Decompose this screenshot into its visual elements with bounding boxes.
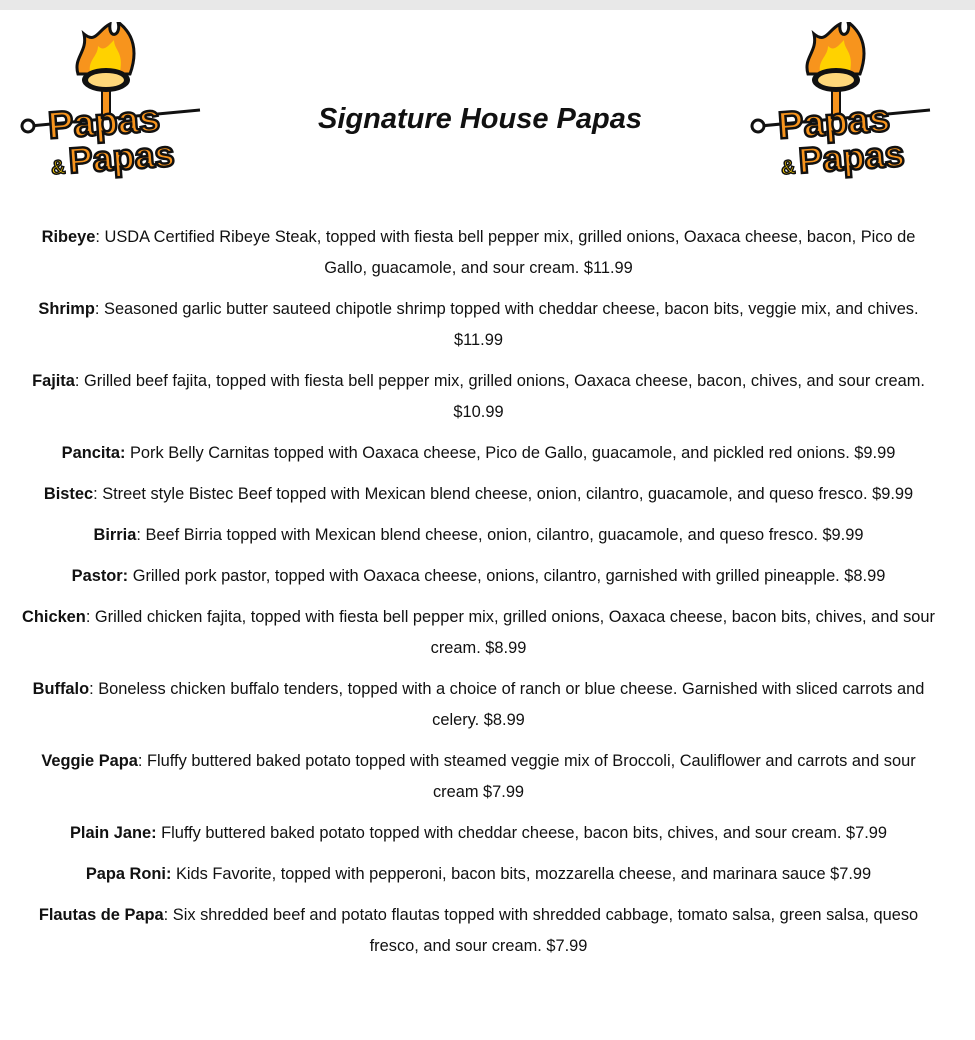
menu-item-name: Buffalo bbox=[32, 680, 90, 698]
menu-item-separator: : bbox=[93, 485, 98, 503]
menu-item-name: Bistec bbox=[43, 485, 94, 503]
menu-item-description: Pork Belly Carnitas topped with Oaxaca cheese, Pico de Gallo, guacamole, and pickled red onions. $9.99 bbox=[125, 444, 896, 462]
logo-text-bottom: Papas bbox=[67, 132, 176, 182]
menu-item-separator: : bbox=[94, 300, 100, 318]
logo-text-amp: & bbox=[780, 156, 797, 180]
menu-item-description: Fluffy buttered baked potato topped with cheddar cheese, bacon bits, chives, and sour cream. $7.99 bbox=[156, 824, 887, 842]
papas-logo-right bbox=[748, 22, 938, 182]
menu-item-fajita bbox=[20, 366, 937, 428]
menu-item-birria bbox=[20, 520, 937, 551]
menu-header bbox=[0, 10, 975, 200]
menu-item-name: Papa Roni: bbox=[85, 865, 172, 883]
menu-item-description: Grilled beef fajita, topped with fiesta bell pepper mix, grilled onions, Oaxaca cheese, bacon, chives, and sour cream. $10.99 bbox=[79, 372, 925, 421]
menu-item-separator: : bbox=[137, 752, 143, 770]
menu-item-ribeye bbox=[20, 222, 937, 284]
menu-item-name: Shrimp bbox=[38, 300, 95, 318]
logo-text-top: Papas bbox=[776, 97, 892, 148]
menu-item-name: Ribeye bbox=[41, 228, 96, 246]
menu-item-flautas-de-papa bbox=[20, 900, 937, 962]
menu-item-veggie-papa bbox=[20, 746, 937, 808]
menu-item-description: USDA Certified Ribeye Steak, topped with fiesta bell pepper mix, grilled onions, Oaxaca cheese, bacon, Pico de Gallo, guacamole, and sour cream. $11.99 bbox=[99, 228, 916, 277]
menu-item-pancita bbox=[20, 438, 937, 469]
menu-item-description: Fluffy buttered baked potato topped with steamed veggie mix of Broccoli, Cauliflower and carrots and sour cream $7.99 bbox=[142, 752, 916, 801]
menu-item-separator: : bbox=[163, 906, 169, 924]
menu-item-description: Street style Bistec Beef topped with Mexican blend cheese, onion, cilantro, guacamole, and queso fresco. $9.99 bbox=[97, 485, 914, 503]
menu-item-separator: : bbox=[89, 680, 94, 698]
page-title: Signature House Papas bbox=[318, 103, 642, 135]
menu-item-name: Flautas de Papa bbox=[38, 906, 164, 924]
menu-item-plain-jane bbox=[20, 818, 937, 849]
logo-text-bottom: Papas bbox=[797, 132, 906, 182]
menu-item-separator: : bbox=[136, 526, 141, 544]
menu-item-shrimp bbox=[20, 294, 937, 356]
menu-item-description: Six shredded beef and potato flautas topped with shredded cabbage, tomato salsa, green salsa, queso fresco, and sour cream. $7.99 bbox=[168, 906, 919, 955]
menu-item-name: Pastor: bbox=[71, 567, 129, 585]
menu-item-buffalo bbox=[20, 674, 937, 736]
menu-item-separator: : bbox=[85, 608, 91, 626]
menu-item-name: Veggie Papa bbox=[41, 752, 138, 770]
menu-item-name: Pancita: bbox=[61, 444, 126, 462]
menu-item-description: Grilled chicken fajita, topped with fiesta bell pepper mix, grilled onions, Oaxaca cheese, bacon bits, chives, and sour cream. $8.99 bbox=[90, 608, 935, 657]
papas-logo-left bbox=[18, 22, 208, 182]
menu-item-papa-roni bbox=[20, 859, 937, 890]
menu-item-pastor bbox=[20, 561, 937, 592]
logo-text-amp: & bbox=[50, 156, 67, 180]
menu-item-separator: : bbox=[95, 228, 100, 246]
menu-item-name: Plain Jane: bbox=[70, 824, 157, 842]
menu-item-name: Fajita bbox=[32, 372, 75, 390]
menu-item-description: Seasoned garlic butter sauteed chipotle shrimp topped with cheddar cheese, bacon bits, veggie mix, and chives. $11.99 bbox=[99, 300, 919, 349]
top-bar bbox=[0, 0, 975, 10]
menu-item-separator: : bbox=[74, 372, 80, 390]
menu-item-bistec bbox=[20, 479, 937, 510]
logo-text-top: Papas bbox=[46, 97, 162, 148]
menu-item-description: Boneless chicken buffalo tenders, topped with a choice of ranch or blue cheese. Garnished with sliced carrots and celery. $8.99 bbox=[93, 680, 925, 729]
papas-logo-icon bbox=[748, 22, 938, 182]
menu-item-name: Chicken bbox=[22, 608, 86, 626]
menu-item-name: Birria bbox=[93, 526, 137, 544]
menu-item-description: Beef Birria topped with Mexican blend cheese, onion, cilantro, guacamole, and queso fresco. $9.99 bbox=[140, 526, 864, 544]
menu-item-chicken bbox=[20, 602, 937, 664]
menu-list bbox=[20, 222, 937, 972]
menu-item-description: Kids Favorite, topped with pepperoni, bacon bits, mozzarella cheese, and marinara sauce $7.99 bbox=[171, 865, 872, 883]
menu-item-description: Grilled pork pastor, topped with Oaxaca cheese, onions, cilantro, garnished with grilled pineapple. $8.99 bbox=[128, 567, 886, 585]
papas-logo-icon bbox=[18, 22, 208, 182]
